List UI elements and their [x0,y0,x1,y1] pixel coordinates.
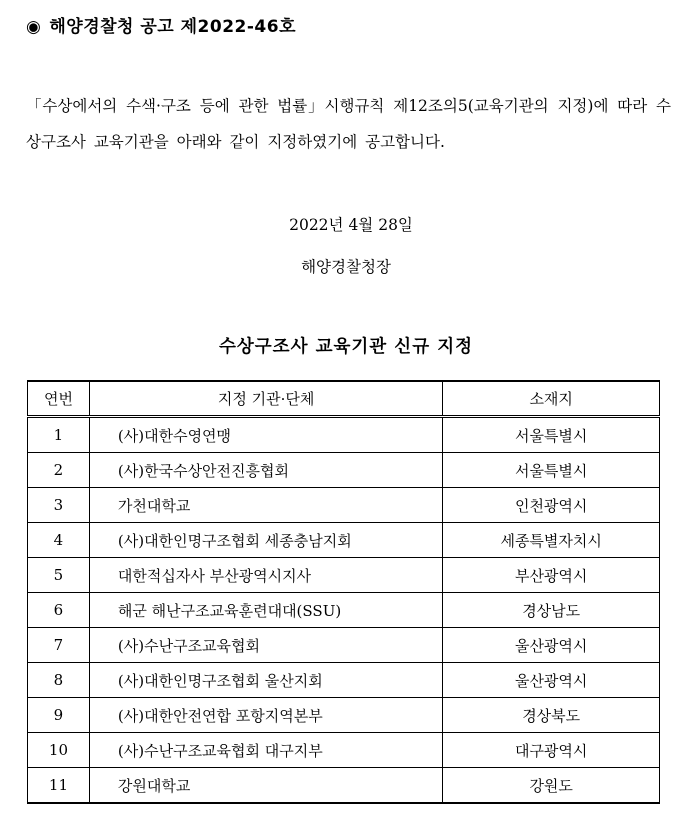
row-institution: 대한적십자사 부산광역시지사 [89,558,442,593]
row-number: 11 [28,768,90,804]
row-institution: (사)대한인명구조협회 울산지회 [89,663,442,698]
row-institution: 해군 해난구조교육훈련대대(SSU) [89,593,442,628]
table-title: 수상구조사 교육기관 신규 지정 [218,337,474,357]
row-number: 9 [28,698,90,733]
row-location: 서울특별시 [443,453,660,488]
table-row [28,698,660,733]
row-institution: (사)대한인명구조협회 세종충남지회 [89,523,442,558]
table-row [28,417,660,453]
row-institution: (사)대한안전연합 포항지역본부 [89,698,442,733]
row-institution: (사)수난구조교육협회 [89,628,442,663]
row-number: 8 [28,663,90,698]
table-row [28,768,660,804]
row-institution: (사)한국수상안전진흥협회 [89,453,442,488]
row-number: 5 [28,558,90,593]
header-location: 소재지 [443,381,660,417]
row-location: 경상남도 [443,593,660,628]
header-institution: 지정 기관·단체 [89,381,442,417]
row-location: 세종특별자치시 [443,523,660,558]
notice-heading [26,12,296,37]
table-row [28,523,660,558]
row-institution: (사)대한수영연맹 [89,417,442,453]
table-row [28,733,660,768]
row-institution: 강원대학교 [89,768,442,804]
row-number: 1 [28,417,90,453]
notice-date: 2022년 4월 28일 [289,216,413,234]
row-number: 3 [28,488,90,523]
institution-table [27,380,660,804]
row-location: 강원도 [443,768,660,804]
row-location: 대구광역시 [443,733,660,768]
row-location: 울산광역시 [443,628,660,663]
table-row [28,593,660,628]
notice-issuer: 해양경찰청장 [301,258,391,276]
row-institution: 가천대학교 [89,488,442,523]
row-number: 2 [28,453,90,488]
table-row [28,488,660,523]
row-institution: (사)수난구조교육협회 대구지부 [89,733,442,768]
row-location: 인천광역시 [443,488,660,523]
row-location: 부산광역시 [443,558,660,593]
row-number: 4 [28,523,90,558]
row-location: 경상북도 [443,698,660,733]
row-location: 울산광역시 [443,663,660,698]
row-number: 6 [28,593,90,628]
header-number: 연번 [28,381,90,417]
table-row [28,628,660,663]
row-number: 10 [28,733,90,768]
table-row [28,663,660,698]
table-header-row [28,381,660,417]
row-location: 서울특별시 [443,417,660,453]
row-number: 7 [28,628,90,663]
table-row [28,453,660,488]
bullet-icon: ◉ [26,17,42,37]
notice-number: 해양경찰청 공고 제2022-46호 [49,17,297,37]
table-row [28,558,660,593]
notice-body: 「수상에서의 수색·구조 등에 관한 법률」시행규칙 제12조의5(교육기관의 지정)에 따라 수상구조사 교육기관을 아래와 같이 지정하였기에 공고합니다. [26,97,671,151]
